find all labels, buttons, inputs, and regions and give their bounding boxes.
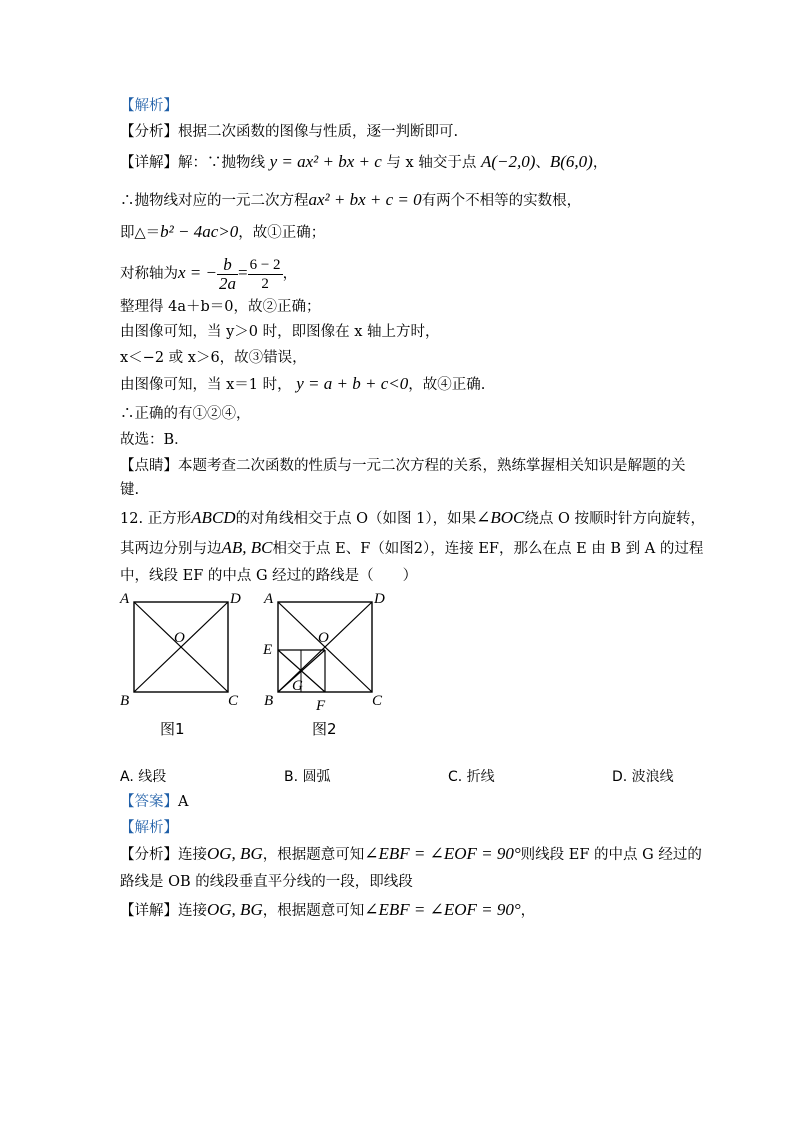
fraction-b-2a (217, 256, 238, 293)
q11-dianjing (120, 456, 686, 476)
text: ∠EBF = ∠EOF = 90° (364, 844, 521, 863)
figure-1 (119, 591, 241, 709)
q12-xiangjie (120, 900, 535, 921)
y-at-1: y = a + b + c<0 (296, 374, 409, 393)
q12-answer (120, 792, 188, 812)
text: 2a (219, 273, 236, 293)
point-b: B(6,0) (549, 152, 593, 171)
fenxi-tag-2: 【分析】 (120, 847, 178, 863)
text: 本题考查二次函数的性质与一元二次方程的关系，熟练掌握相关知识是解题的关 (178, 458, 686, 474)
q11-dianjing-cont: 键. (120, 482, 140, 498)
text: 的对角线相交于点 O（如图 1），如果 (235, 511, 477, 527)
text: 相交于点 E、F（如图2），连接 EF，那么在点 E 由 B 到 A 的过程 (272, 541, 704, 557)
label-a-2: A (264, 591, 274, 607)
q12-jiexi-heading (120, 818, 178, 838)
text: ∠EBF = ∠EOF = 90° (364, 900, 521, 919)
q11-line10: 故选：B． (120, 432, 189, 448)
label-b: B (120, 693, 130, 709)
text: b (217, 256, 238, 275)
discriminant: b² − 4ac>0 (160, 222, 239, 241)
text: 绕点 O 按顺时针方向旋转， (524, 511, 706, 527)
text: 其两边分别与边 (120, 541, 222, 557)
text: ， (282, 266, 298, 282)
text: 对称轴为 (120, 266, 178, 282)
text: 、 (535, 155, 550, 171)
quadratic-equation: ax² + bx + c = 0 (308, 190, 422, 209)
text: 与 x 轴交于点 (386, 155, 477, 171)
q12-fenxi-cont: 路线是 OB 的线段垂直平分线的一段，即线段 (120, 874, 413, 890)
q11-jiexi-heading (120, 96, 178, 116)
text: 连接 (178, 847, 207, 863)
text: 即△＝ (120, 225, 161, 241)
q11-line8 (120, 374, 485, 395)
q11-line7: x＜−2 或 x＞6，故③错误， (120, 350, 307, 366)
text: AB, BC (221, 538, 273, 557)
text: 连接 (178, 903, 207, 919)
dianjing-tag: 【点睛】 (120, 458, 178, 474)
text: OG, BG (207, 900, 263, 919)
text: ， (520, 903, 536, 919)
text: ，故①正确； (238, 225, 326, 241)
caption-figure-2: 图2 (312, 720, 337, 738)
text: = (238, 263, 248, 282)
label-d: D (230, 591, 241, 607)
q12-stem-line2 (120, 538, 703, 559)
fenxi-tag: 【分析】 (120, 124, 178, 140)
q12-fenxi (120, 844, 702, 865)
answer-tag: 【答案】 (120, 794, 178, 810)
q12-stem-line1 (120, 508, 705, 529)
q11-line5: 整理得 4a＋b＝0，故②正确； (120, 299, 321, 315)
label-c-2: C (372, 693, 383, 709)
q11-line9: ∴正确的有①②④， (120, 406, 251, 422)
xiangjie-tag: 【详解】 (120, 155, 178, 171)
point-a: A(−2,0) (480, 152, 536, 171)
text: 由图像可知，当 x＝1 时， (120, 377, 292, 393)
option-d: D. 波浪线 (612, 769, 674, 785)
text: 则线段 EF 的中点 G 经过的 (520, 847, 702, 863)
parabola-equation: y = ax² + bx + c (269, 152, 382, 171)
label-o: O (174, 630, 185, 646)
text: ABCD (191, 508, 236, 527)
label-e: E (263, 642, 273, 658)
q11-fenxi (120, 122, 458, 142)
q11-line6: 由图像可知，当 y＞0 时，即图像在 x 轴上方时， (120, 324, 440, 340)
text: 6 − 2 (249, 256, 281, 273)
text: ，根据题意可知 (262, 903, 365, 919)
label-a: A (120, 591, 130, 607)
figure-2 (262, 591, 385, 714)
jiexi-tag: 【解析】 (120, 98, 178, 114)
answer-value: A (178, 794, 189, 810)
fraction-6-2 (248, 256, 283, 293)
text: ∠BOC (476, 508, 525, 527)
text: ， (592, 155, 608, 171)
jiexi-tag-2: 【解析】 (120, 820, 178, 836)
q11-line3 (120, 222, 325, 243)
label-c: C (228, 693, 239, 709)
label-g: G (292, 678, 303, 694)
option-b: B. 圆弧 (284, 769, 331, 785)
q11-line2 (120, 190, 581, 211)
label-o-2: O (318, 630, 329, 646)
q12-stem-line3: 中，线段 EF 的中点 G 经过的路线是（ ） (120, 568, 418, 584)
label-b-2: B (264, 693, 274, 709)
text: 解：∵抛物线 (178, 155, 265, 171)
q11-line4 (120, 254, 297, 293)
text: ∴抛物线对应的一元二次方程 (120, 193, 309, 209)
text: OG, BG (207, 844, 263, 863)
geometry-figures (116, 588, 406, 716)
caption-figure-1: 图1 (160, 720, 185, 738)
text: x = − (178, 263, 217, 282)
fenxi-text: 根据二次函数的图像与性质，逐一判断即可. (178, 124, 459, 140)
text: ，故④正确. (408, 377, 486, 393)
q11-xiangjie-line1 (120, 152, 607, 173)
label-f: F (316, 698, 326, 714)
label-d-2: D (374, 591, 385, 607)
text: 2 (261, 275, 269, 292)
text: 有两个不相等的实数根， (421, 193, 582, 209)
xiangjie-tag-2: 【详解】 (120, 903, 178, 919)
text: ，根据题意可知 (262, 847, 365, 863)
text: 12. 正方形 (120, 511, 192, 527)
option-c: C. 折线 (448, 769, 495, 785)
option-a: A. 线段 (120, 769, 167, 785)
